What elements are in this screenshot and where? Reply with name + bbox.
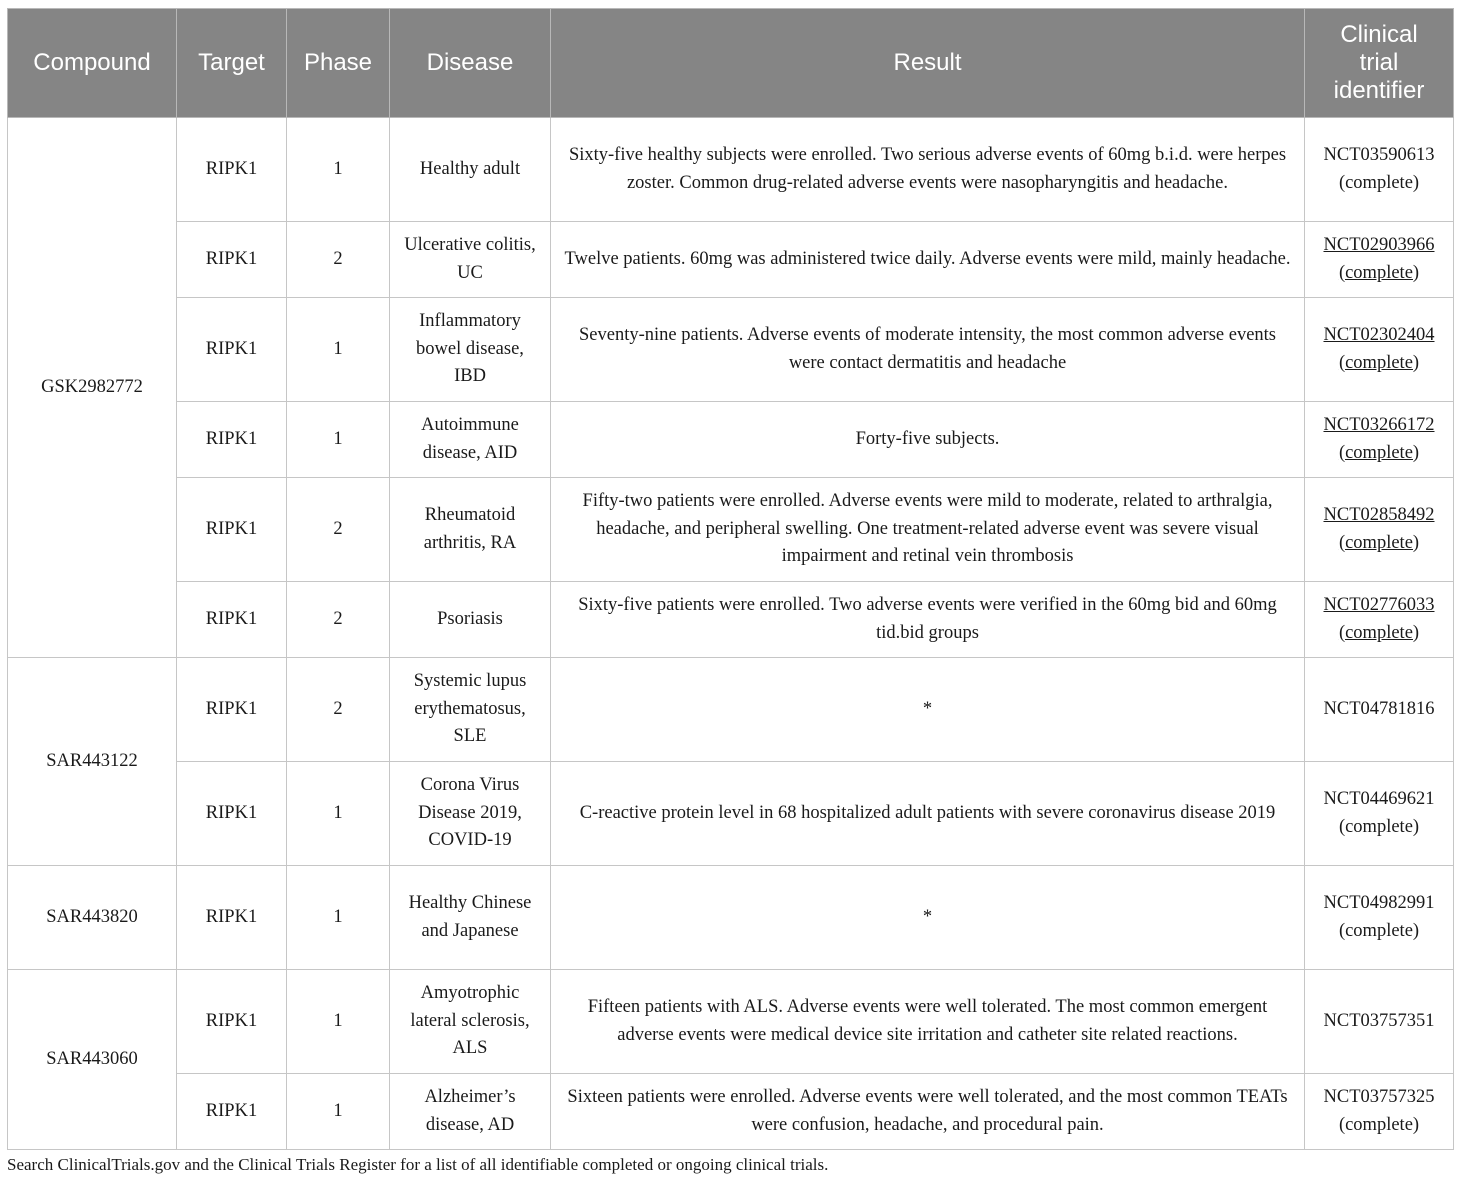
- phase-cell: 1: [287, 1074, 390, 1150]
- phase-cell: 1: [287, 970, 390, 1074]
- phase-cell: 2: [287, 222, 390, 298]
- disease-cell: Corona Virus Disease 2019, COVID-19: [390, 762, 551, 866]
- phase-cell: 1: [287, 866, 390, 970]
- result-cell: Sixteen patients were enrolled. Adverse events were well tolerated, and the most common TEATs were confusion, headache, and procedural pain.: [551, 1074, 1305, 1150]
- trial-id: NCT03757325: [1323, 1087, 1435, 1107]
- trial-id-link[interactable]: NCT02858492: [1323, 505, 1435, 525]
- trial-status: (complete): [1338, 172, 1420, 193]
- table-row: [8, 970, 1454, 1074]
- header-compound: Compound: [8, 9, 177, 118]
- target-cell: RIPK1: [177, 402, 287, 478]
- table-row: [8, 478, 1454, 582]
- trial-id: NCT03757351: [1323, 1010, 1435, 1031]
- compound-cell: SAR443122: [8, 658, 177, 866]
- trial-id: NCT04469621: [1323, 789, 1435, 809]
- header-identifier-line: identifier: [1333, 77, 1425, 104]
- identifier-cell: [1305, 118, 1454, 222]
- compound-cell: SAR443820: [8, 866, 177, 970]
- target-cell: RIPK1: [177, 582, 287, 658]
- trial-status-link[interactable]: (complete): [1338, 352, 1420, 373]
- header-result: Result: [551, 9, 1305, 118]
- disease-cell: Healthy Chinese and Japanese: [390, 866, 551, 970]
- target-cell: RIPK1: [177, 1074, 287, 1150]
- result-cell: *: [551, 658, 1305, 762]
- identifier-cell: [1305, 402, 1454, 478]
- trial-status: (complete): [1338, 920, 1420, 941]
- table-row: [8, 762, 1454, 866]
- trial-status: (complete): [1338, 816, 1420, 837]
- disease-cell: Inflammatory bowel disease, IBD: [390, 298, 551, 402]
- result-cell: Twelve patients. 60mg was administered twice daily. Adverse events were mild, mainly headache.: [551, 222, 1305, 298]
- identifier-cell: [1305, 970, 1454, 1074]
- disease-cell: Amyotrophic lateral sclerosis, ALS: [390, 970, 551, 1074]
- clinical-trials-table: [7, 8, 1454, 1150]
- phase-cell: 1: [287, 298, 390, 402]
- identifier-cell: [1305, 222, 1454, 298]
- identifier-cell: [1305, 658, 1454, 762]
- identifier-cell: [1305, 1074, 1454, 1150]
- target-cell: RIPK1: [177, 222, 287, 298]
- result-cell: Seventy-nine patients. Adverse events of moderate intensity, the most common adverse events were contact dermatitis and headache: [551, 298, 1305, 402]
- table-row: [8, 402, 1454, 478]
- disease-cell: Psoriasis: [390, 582, 551, 658]
- trial-id-link[interactable]: NCT02302404: [1323, 325, 1435, 345]
- header-phase: Phase: [287, 9, 390, 118]
- trial-status-link[interactable]: (complete): [1338, 622, 1420, 643]
- trial-status-link[interactable]: (complete): [1338, 532, 1420, 553]
- trial-status: (complete): [1338, 1114, 1420, 1135]
- result-cell: Forty-five subjects.: [551, 402, 1305, 478]
- table-row: [8, 118, 1454, 222]
- identifier-cell: [1305, 866, 1454, 970]
- target-cell: RIPK1: [177, 298, 287, 402]
- header-identifier-line: Clinical: [1340, 21, 1418, 48]
- phase-cell: 1: [287, 762, 390, 866]
- phase-cell: 1: [287, 402, 390, 478]
- table-row: [8, 298, 1454, 402]
- header-row: [8, 9, 1454, 118]
- target-cell: RIPK1: [177, 970, 287, 1074]
- identifier-cell: [1305, 762, 1454, 866]
- result-cell: Fifty-two patients were enrolled. Adverse events were mild to moderate, related to arthralgia, headache, and peripheral swelling. One treatment-related adverse event was severe visual impairment and retinal vein thrombosis: [551, 478, 1305, 582]
- header-target: Target: [177, 9, 287, 118]
- phase-cell: 2: [287, 658, 390, 762]
- table-row: [8, 222, 1454, 298]
- disease-cell: Rheumatoid arthritis, RA: [390, 478, 551, 582]
- result-cell: *: [551, 866, 1305, 970]
- header-identifier-line: trial: [1359, 49, 1399, 76]
- target-cell: RIPK1: [177, 118, 287, 222]
- trial-id: NCT04781816: [1323, 698, 1435, 719]
- disease-cell: Alzheimer’s disease, AD: [390, 1074, 551, 1150]
- target-cell: RIPK1: [177, 762, 287, 866]
- identifier-cell: [1305, 298, 1454, 402]
- phase-cell: 1: [287, 118, 390, 222]
- table-row: [8, 866, 1454, 970]
- trial-id-link[interactable]: NCT02903966: [1323, 235, 1435, 255]
- disease-cell: Healthy adult: [390, 118, 551, 222]
- trial-status-link[interactable]: (complete): [1338, 442, 1420, 463]
- trial-id-link[interactable]: NCT02776033: [1323, 595, 1435, 615]
- header-identifier: [1305, 9, 1454, 118]
- result-cell: Sixty-five healthy subjects were enrolled. Two serious adverse events of 60mg b.i.d. were herpes zoster. Common drug-related adverse events were nasopharyngitis and headache.: [551, 118, 1305, 222]
- compound-cell: GSK2982772: [8, 118, 177, 658]
- trial-status-link[interactable]: (complete): [1338, 262, 1420, 283]
- trial-id-link[interactable]: NCT03266172: [1323, 415, 1435, 435]
- disease-cell: Autoimmune disease, AID: [390, 402, 551, 478]
- phase-cell: 2: [287, 478, 390, 582]
- identifier-cell: [1305, 478, 1454, 582]
- header-disease: Disease: [390, 9, 551, 118]
- table-row: [8, 658, 1454, 762]
- target-cell: RIPK1: [177, 866, 287, 970]
- result-cell: C-reactive protein level in 68 hospitalized adult patients with severe coronavirus disease 2019: [551, 762, 1305, 866]
- compound-cell: SAR443060: [8, 970, 177, 1150]
- result-cell: Sixty-five patients were enrolled. Two adverse events were verified in the 60mg bid and 60mg tid.bid groups: [551, 582, 1305, 658]
- target-cell: RIPK1: [177, 658, 287, 762]
- target-cell: RIPK1: [177, 478, 287, 582]
- table-row: [8, 582, 1454, 658]
- disease-cell: Systemic lupus erythematosus, SLE: [390, 658, 551, 762]
- trial-id: NCT04982991: [1323, 893, 1435, 913]
- result-cell: Fifteen patients with ALS. Adverse events were well tolerated. The most common emergent adverse events were medical device site irritation and catheter site related reactions.: [551, 970, 1305, 1074]
- table-footnote: Search ClinicalTrials.gov and the Clinical Trials Register for a list of all identifiable completed or ongoing clinical trials.: [7, 1155, 829, 1174]
- phase-cell: 2: [287, 582, 390, 658]
- identifier-cell: [1305, 582, 1454, 658]
- table-row: [8, 1074, 1454, 1150]
- disease-cell: Ulcerative colitis, UC: [390, 222, 551, 298]
- trial-id: NCT03590613: [1323, 145, 1435, 165]
